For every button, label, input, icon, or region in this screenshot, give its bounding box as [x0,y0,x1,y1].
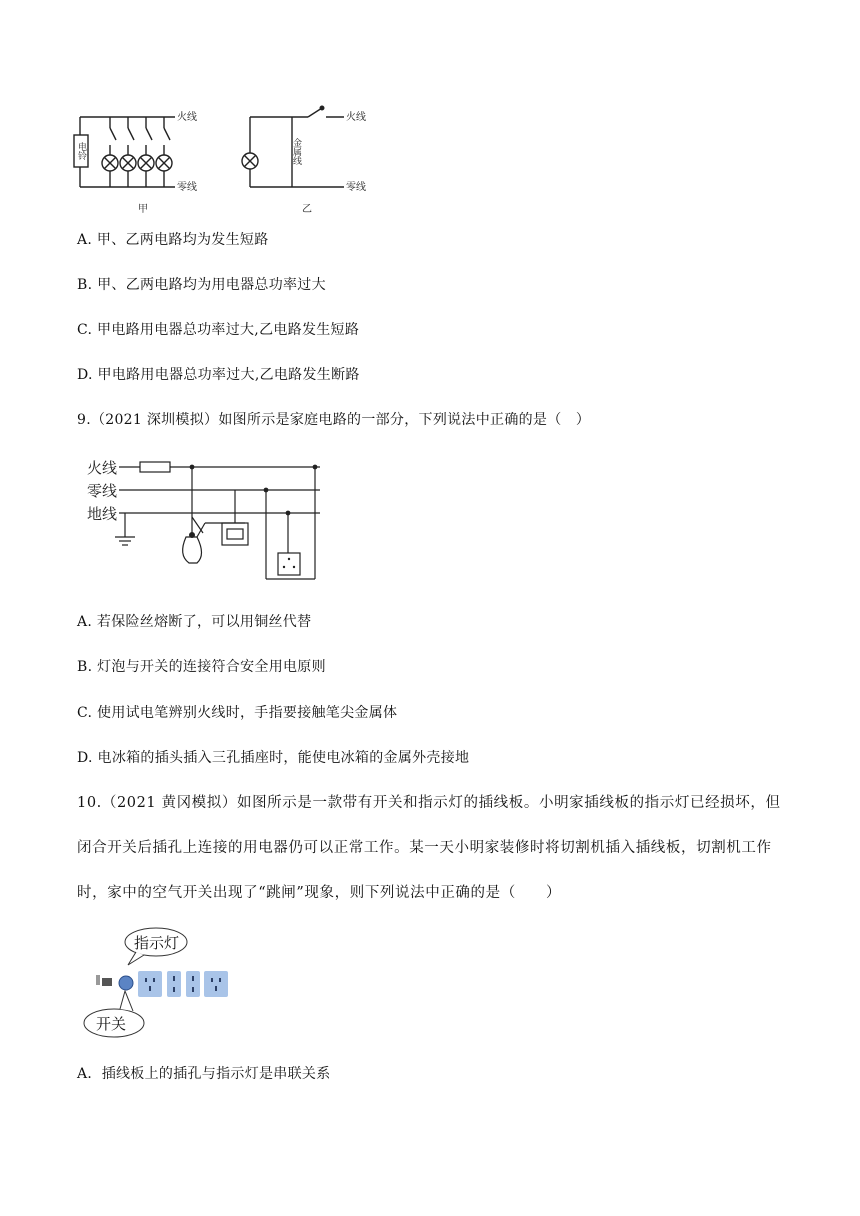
q9-option-d: D. 电冰箱的插头插入三孔插座时，能使电冰箱的金属外壳接地 [77,750,470,766]
fuse [140,462,170,472]
q9-option-a: A. 若保险丝熔断了，可以用铜丝代替 [77,614,312,630]
svg-text:开关: 开关 [96,1015,127,1033]
q8-option-d: D. 甲电路用电器总功率过大,乙电路发生断路 [77,367,360,383]
q8-option-c: C. 甲电路用电器总功率过大,乙电路发生短路 [77,322,360,338]
switch-icon [102,978,112,986]
q9-option-c: C. 使用试电笔辨别火线时，手指要接触笔尖金属体 [77,705,398,721]
q10-stem-line-2: 闭合开关后插孔上连接的用电器仍可以正常工作。某一天小明家装修时将切割机插入插线板，切割机工作 [77,840,772,856]
yi-caption: 乙 [302,204,312,215]
socket-row [138,971,228,997]
power-strip-figure [78,925,238,1045]
neutral-wire-label: 零线 [87,482,118,500]
bell-label: 电铃 [76,142,86,160]
jia-caption: 甲 [138,204,148,215]
svg-text:指示灯: 指示灯 [134,934,180,952]
q9-stem: 9.（2021 深圳模拟）如图所示是家庭电路的一部分，下列说法中正确的是（ ） [77,412,591,428]
yi-neutral-label: 零线 [346,182,366,193]
q10-stem-line-3: 时，家中的空气开关出现了“跳闸”现象，则下列说法中正确的是（ ） [77,885,562,901]
bulb [183,537,202,563]
q8-option-a: A. 甲、乙两电路均为发生短路 [77,232,269,248]
three-pin-socket [278,553,300,575]
jia-live-label: 火线 [177,112,197,123]
callout-switch [84,991,144,1037]
lamp-switch [192,517,203,533]
circuit-figure-jia-yi [70,100,380,220]
circuit-jia [74,117,175,187]
metal-wire-label: 金属线 [291,138,301,165]
callout-indicator [125,928,187,965]
ground-wire-label: 地线 [87,505,118,523]
jia-neutral-label: 零线 [177,182,197,193]
live-wire-label: 火线 [87,459,118,477]
household-circuit-figure [85,455,325,585]
yi-live-label: 火线 [346,112,366,123]
q10-stem-line-1: 10.（2021 黄冈模拟）如图所示是一款带有开关和指示灯的插线板。小明家插线板的指示灯已经损坏，但 [77,795,781,811]
indicator-light [119,976,133,990]
q10-option-a: A．插线板上的插孔与指示灯是串联关系 [77,1066,331,1082]
q9-option-b: B. 灯泡与开关的连接符合安全用电原则 [77,659,326,675]
q8-option-b: B. 甲、乙两电路均为用电器总功率过大 [77,277,326,293]
